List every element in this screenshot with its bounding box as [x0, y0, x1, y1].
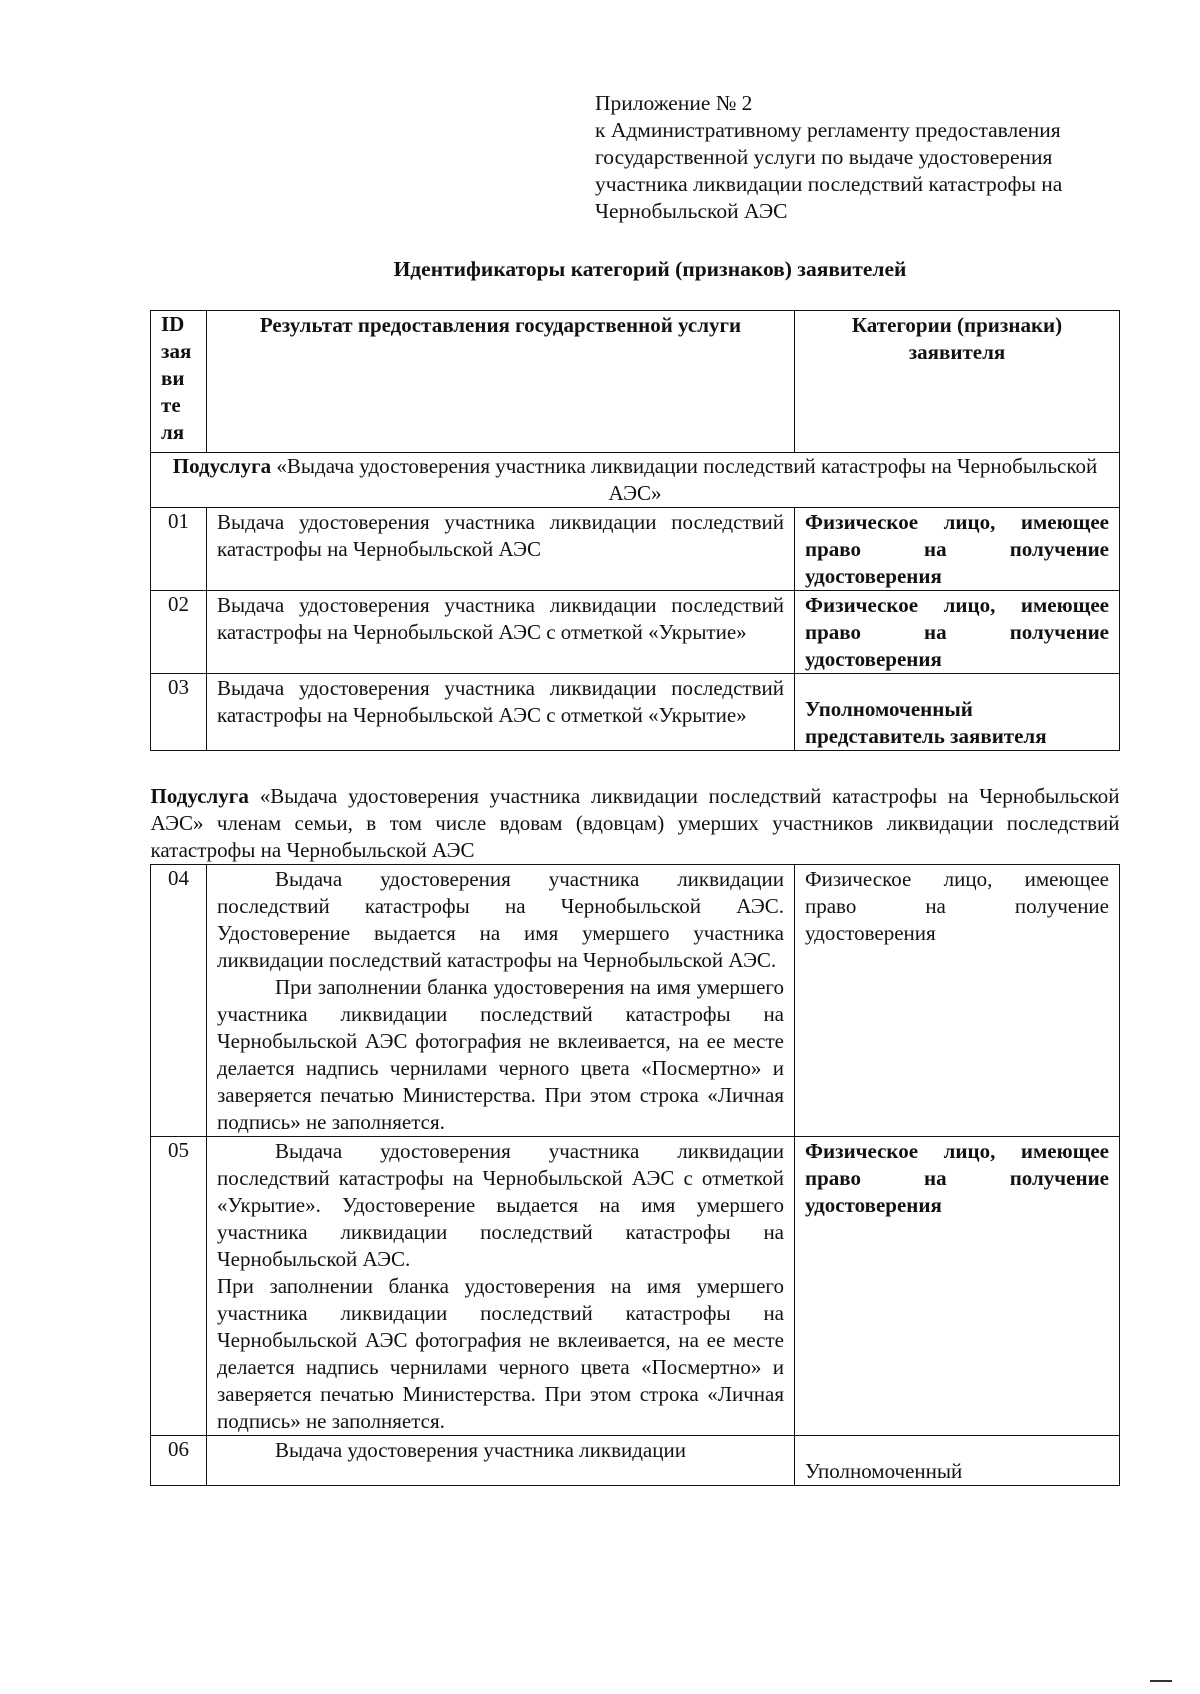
section-cell-1 [151, 453, 1120, 508]
table-row [151, 674, 1120, 751]
header-id [151, 311, 207, 453]
table-row [151, 508, 1120, 591]
header-result: Результат предоставления государственной услуги [207, 311, 795, 453]
page-edge-mark [1150, 1680, 1172, 1682]
row-result: Выдача удостоверения участника ликвидации последствий катастрофы на Чернобыльской АЭС [207, 508, 795, 591]
appendix-line-4: участника ликвидации последствий катастрофы на [595, 172, 1063, 196]
section-row-2 [151, 751, 1120, 865]
row-result-paragraph: Выдача удостоверения участника ликвидации последствий катастрофы на Чернобыльской АЭС. Удостоверение выдается на имя умершего участника ликвидации последствий катастрофы на Чернобыльской АЭС. [217, 867, 784, 972]
section-cell-2 [151, 751, 1120, 865]
row-category: Физическое лицо, имеющее право на получение удостоверения [795, 1137, 1120, 1436]
header-id-line: ви [161, 366, 185, 390]
row-result-paragraph: При заполнении бланка удостоверения на имя умершего участника ликвидации последствий катастрофы на Чернобыльской АЭС фотография не вклеивается, на ее месте делается надпись чернилами черного цвета «Посмертно» и заверяется печатью Министерства. При этом строка «Личная подпись» не заполняется. [217, 1274, 784, 1433]
row-result-paragraph: При заполнении бланка удостоверения на имя умершего участника ликвидации последствий катастрофы на Чернобыльской АЭС фотография не вклеивается, на ее месте делается надпись чернилами черного цвета «Посмертно» и заверяется печатью Министерства. При этом строка «Личная подпись» не заполняется. [217, 975, 784, 1134]
row-result: Выдача удостоверения участника ликвидации последствий катастрофы на Чернобыльской АЭС с отметкой «Укрытие» [207, 674, 795, 751]
header-category-line: заявителя [908, 340, 1006, 364]
row-category: Уполномоченный [795, 1436, 1120, 1486]
document-title: Идентификаторы категорий (признаков) заявителей [393, 257, 907, 281]
section-text: «Выдача удостоверения участника ликвидации последствий катастрофы на Чернобыльской АЭС» [276, 454, 1098, 505]
header-category-line: Категории (признаки) [851, 313, 1063, 337]
header-id-line: зая [161, 339, 192, 363]
header-id-line: ID [161, 312, 185, 336]
row-id: 03 [151, 674, 207, 751]
row-result [207, 1436, 795, 1486]
appendix-line-5: Чернобыльской АЭС [595, 199, 788, 223]
row-result: Выдача удостоверения участника ликвидации последствий катастрофы на Чернобыльской АЭС с отметкой «Укрытие» [207, 591, 795, 674]
table-header-row [151, 311, 1120, 453]
row-id: 02 [151, 591, 207, 674]
appendix-line-2: к Административному регламенту предоставления [595, 118, 1061, 142]
table-row [151, 865, 1120, 1137]
row-result-paragraph: Выдача удостоверения участника ликвидации [275, 1438, 686, 1462]
row-id: 04 [151, 865, 207, 1137]
table-row [151, 591, 1120, 674]
identifiers-table [150, 310, 1120, 1486]
section-row-1 [151, 453, 1120, 508]
row-category: Физическое лицо, имеющее право на получение удостоверения [795, 508, 1120, 591]
table-row [151, 1436, 1120, 1486]
header-id-line: ля [161, 420, 185, 444]
row-result [207, 865, 795, 1137]
section-label: Подуслуга [150, 784, 249, 808]
section-label: Подуслуга [172, 454, 272, 478]
header-category [795, 311, 1120, 453]
row-category: Физическое лицо, имеющее право на получение удостоверения [795, 865, 1120, 1137]
row-result [207, 1137, 795, 1436]
row-result-paragraph: Выдача удостоверения участника ликвидации последствий катастрофы на Чернобыльской АЭС с отметкой «Укрытие». Удостоверение выдается на имя умершего участника ликвидации последствий катастрофы на Чернобыльской АЭС. [217, 1139, 784, 1271]
row-id: 05 [151, 1137, 207, 1436]
appendix-line-1: Приложение № 2 [595, 91, 753, 115]
section-text: «Выдача удостоверения участника ликвидации последствий катастрофы на Чернобыльской АЭС» членам семьи, в том числе вдовам (вдовцам) умерших участников ликвидации последствий катастрофы на Чернобыльской АЭС [150, 784, 1120, 862]
row-category: Уполномоченный представитель заявителя [795, 674, 1120, 751]
table-row [151, 1137, 1120, 1436]
identifiers-table-wrapper [150, 310, 1119, 1486]
appendix-note [595, 90, 1155, 225]
header-id-line: те [161, 393, 181, 417]
row-category: Физическое лицо, имеющее право на получение удостоверения [795, 591, 1120, 674]
row-id: 01 [151, 508, 207, 591]
row-id: 06 [151, 1436, 207, 1486]
appendix-line-3: государственной услуги по выдаче удостоверения [595, 145, 1053, 169]
